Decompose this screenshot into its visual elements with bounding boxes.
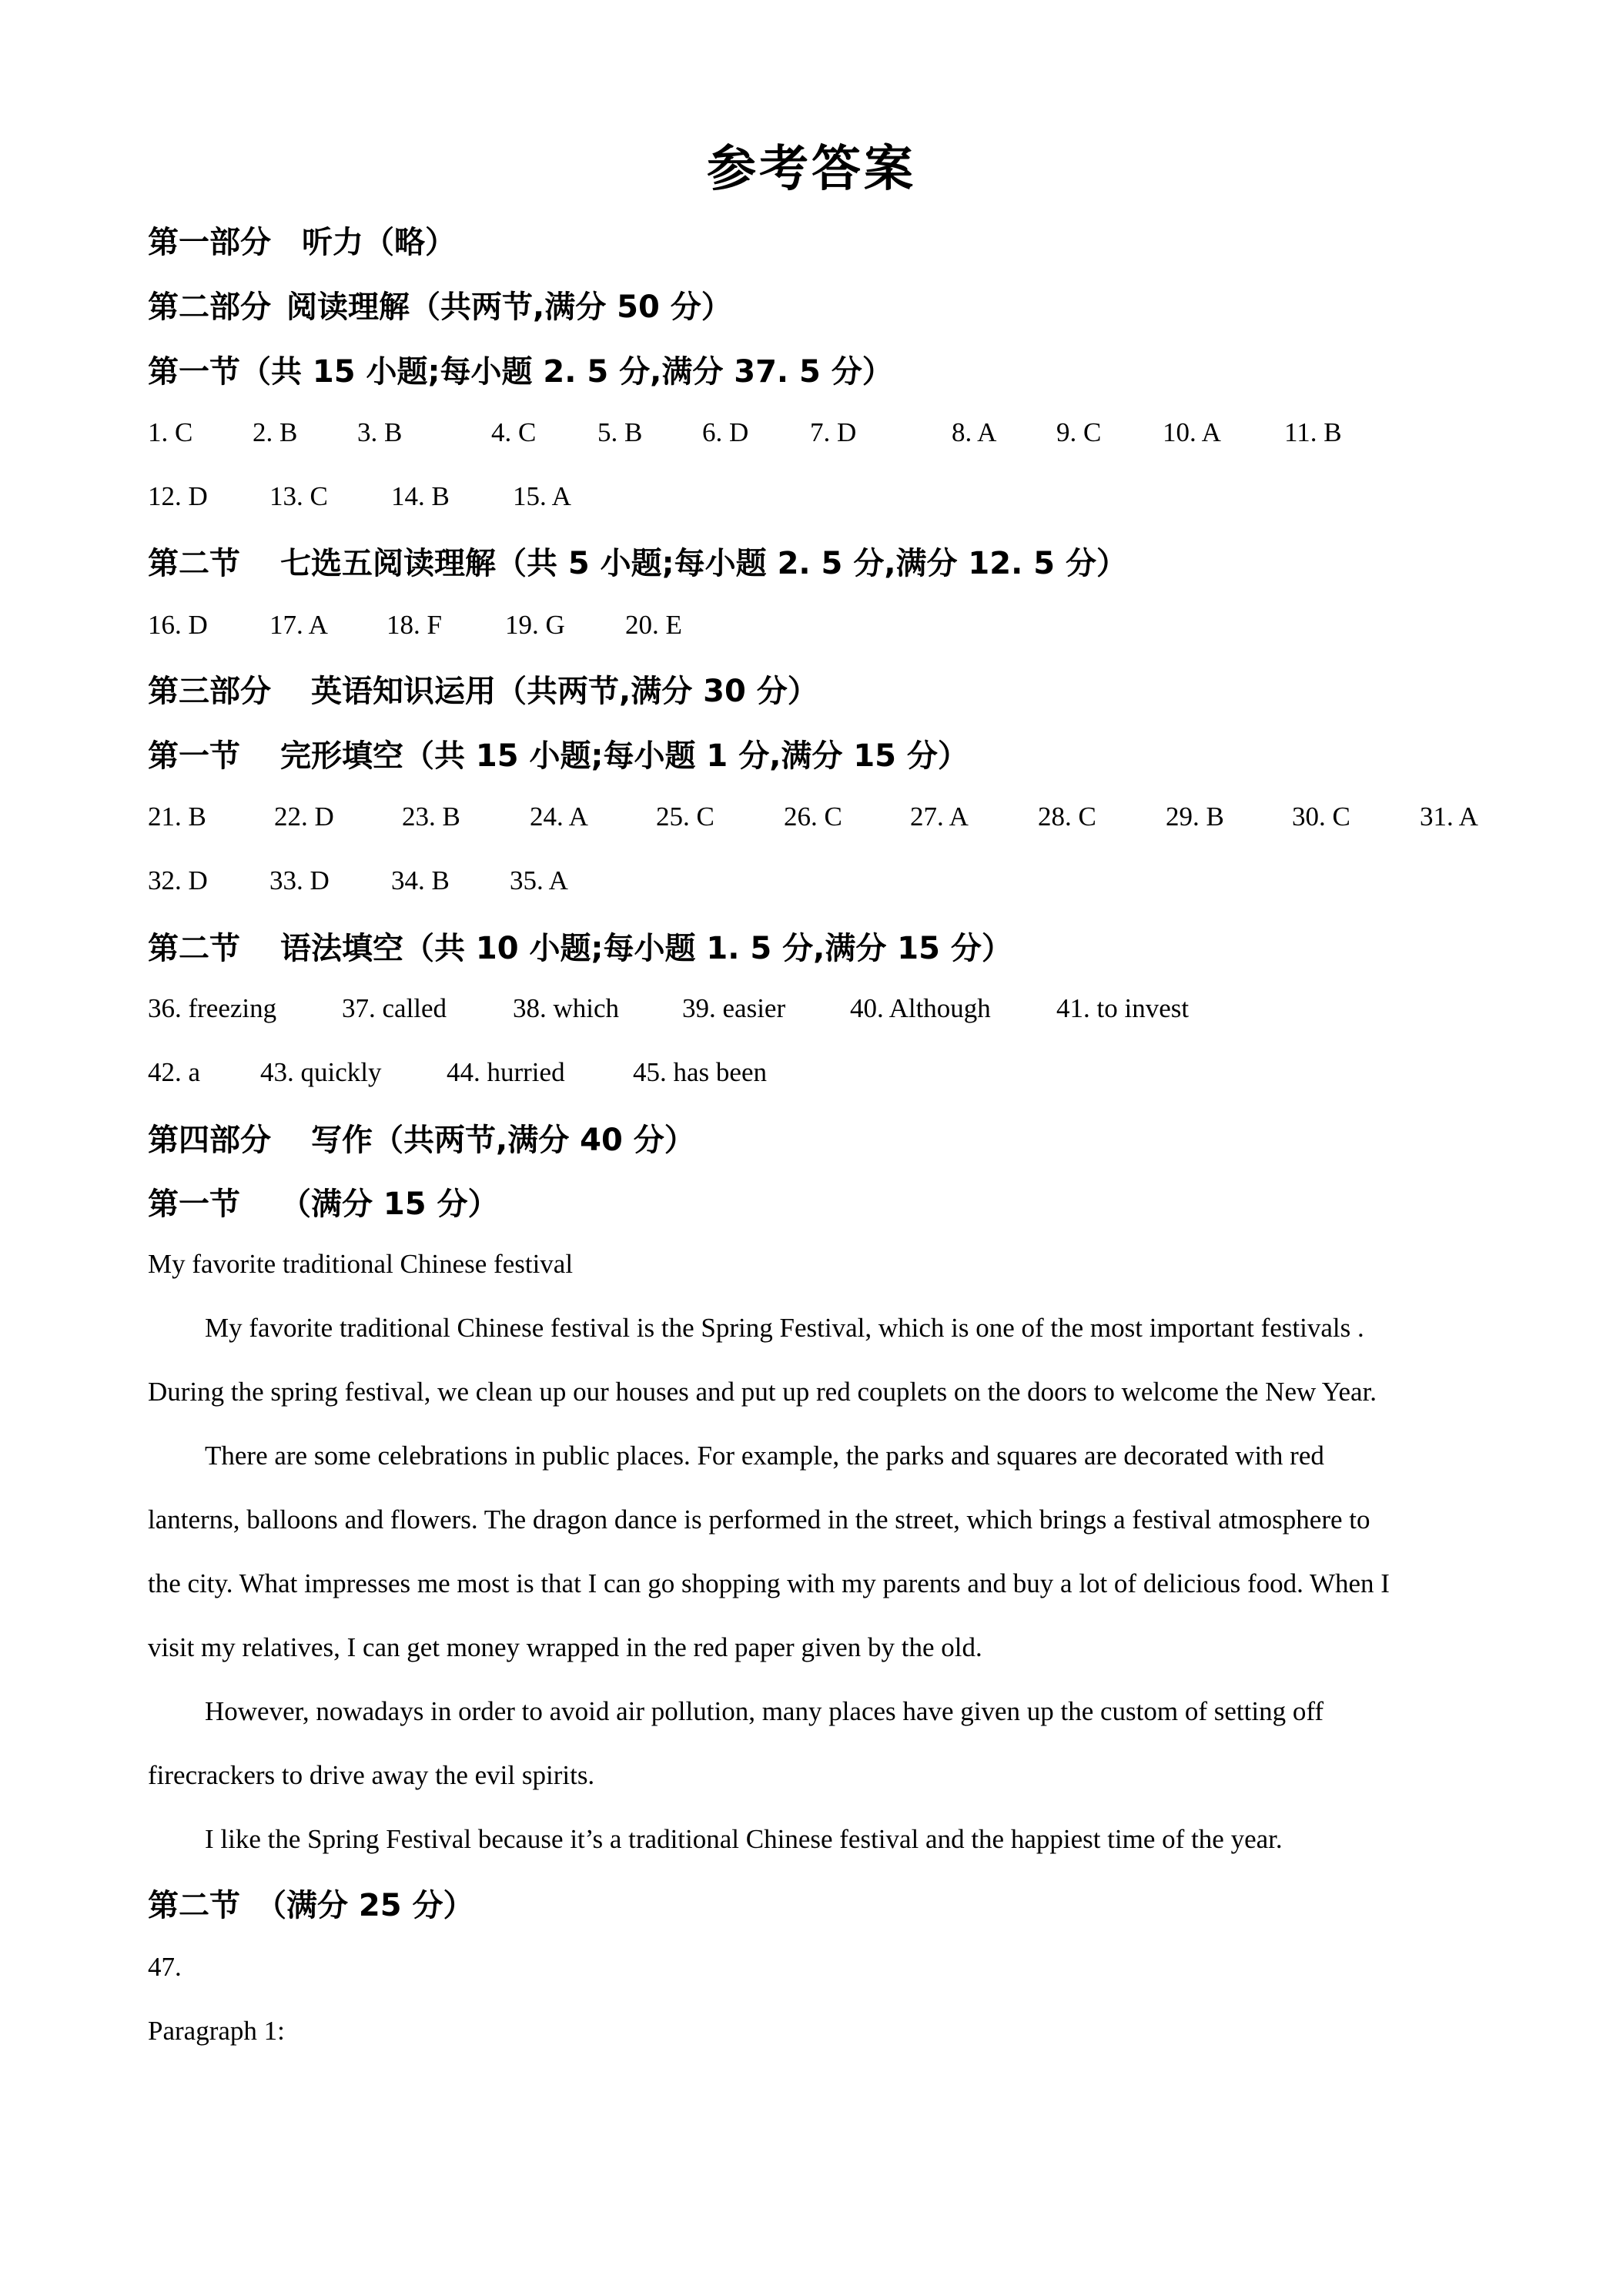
answer-item: 37. called bbox=[342, 993, 447, 1023]
section-2-2-heading bbox=[148, 539, 1127, 583]
answer-item: 16. D bbox=[148, 610, 208, 640]
answer-item: 26. C bbox=[784, 802, 842, 832]
page-title: 参考答案 bbox=[707, 141, 916, 198]
answer-item: 7. D bbox=[810, 417, 857, 447]
section-4-1-label: 第一节 bbox=[148, 1186, 240, 1222]
essay-title: My favorite traditional Chinese festival bbox=[148, 1249, 574, 1279]
section-4-1-heading bbox=[148, 1180, 499, 1223]
section-3-2-heading bbox=[148, 924, 1012, 968]
answer-item: 31. A bbox=[1420, 802, 1478, 832]
answer-item: 28. C bbox=[1038, 802, 1096, 832]
answer-item: 17. A bbox=[269, 610, 328, 640]
part3-label: 第三部分 bbox=[148, 674, 271, 709]
section-4-1-text: （满分 15 分） bbox=[280, 1186, 499, 1222]
essay-line: There are some celebrations in public places. For example, the parks and squares are decorated with red bbox=[205, 1441, 1324, 1471]
answer-item: 15. A bbox=[513, 481, 571, 511]
section-2-1-text: （共 15 小题;每小题 2. 5 分,满分 37. 5 分） bbox=[240, 354, 893, 390]
answer-item: 1. C bbox=[148, 417, 193, 447]
answer-item: 11. B bbox=[1284, 417, 1342, 447]
answer-item: 5. B bbox=[597, 417, 643, 447]
section-3-1-text: 完形填空（共 15 小题;每小题 1 分,满分 15 分） bbox=[280, 738, 969, 774]
section-2-2-label: 第二节 bbox=[148, 546, 240, 581]
part3-heading bbox=[148, 667, 818, 711]
answer-item: 36. freezing bbox=[148, 993, 277, 1023]
essay-line: During the spring festival, we clean up our houses and put up red couplets on the doors to welcome the New Year. bbox=[148, 1377, 1377, 1407]
section-4-2-heading bbox=[148, 1881, 474, 1925]
answer-item: 23. B bbox=[402, 802, 460, 832]
answer-item: 38. which bbox=[513, 993, 620, 1023]
section-4-2-text: （满分 25 分） bbox=[256, 1888, 474, 1923]
answer-item: 12. D bbox=[148, 481, 208, 511]
answer-item: 35. A bbox=[510, 865, 568, 895]
answer-item: 18. F bbox=[387, 610, 442, 640]
essay-line: visit my relatives, I can get money wrapped in the red paper given by the old. bbox=[148, 1632, 982, 1662]
section-3-1-label: 第一节 bbox=[148, 738, 240, 774]
part1-heading: 第一部分 听力（略） bbox=[148, 225, 456, 260]
part2-label: 第二部分 bbox=[148, 290, 271, 325]
answer-item: 9. C bbox=[1056, 417, 1102, 447]
essay-line: firecrackers to drive away the evil spirits. bbox=[148, 1760, 595, 1790]
answer-item: 30. C bbox=[1292, 802, 1350, 832]
answer-item: 33. D bbox=[269, 865, 330, 895]
answer-item: 8. A bbox=[952, 417, 997, 447]
part2-text: 阅读理解（共两节,满分 50 分） bbox=[286, 290, 732, 325]
answer-item: 6. D bbox=[702, 417, 749, 447]
answer-item: 42. a bbox=[148, 1057, 201, 1087]
answer-item: 43. quickly bbox=[260, 1057, 382, 1087]
section-4-2-label: 第二节 bbox=[148, 1888, 240, 1923]
answer-item: 29. B bbox=[1166, 802, 1224, 832]
answer-item: 27. A bbox=[910, 802, 969, 832]
answer-item: 34. B bbox=[391, 865, 450, 895]
answer-item: 41. to invest bbox=[1056, 993, 1190, 1023]
answer-item: 39. easier bbox=[682, 993, 786, 1023]
answer-item: 21. B bbox=[148, 802, 206, 832]
answer-item: 14. B bbox=[391, 481, 450, 511]
essay-line: the city. What impresses me most is that I can go shopping with my parents and buy a lot of delicious food. When I bbox=[148, 1568, 1390, 1598]
paragraph-1-label: Paragraph 1: bbox=[148, 2016, 285, 2046]
answer-item: 22. D bbox=[274, 802, 334, 832]
part4-label: 第四部分 bbox=[148, 1123, 271, 1158]
answer-item: 2. B bbox=[253, 417, 298, 447]
answer-item: 25. C bbox=[656, 802, 714, 832]
section-2-2-text: 七选五阅读理解（共 5 小题;每小题 2. 5 分,满分 12. 5 分） bbox=[280, 546, 1127, 581]
part2-heading bbox=[148, 283, 732, 326]
answer-item: 13. C bbox=[269, 481, 328, 511]
answer-item: 19. G bbox=[505, 610, 565, 640]
answer-item: 20. E bbox=[625, 610, 682, 640]
section-3-2-text: 语法填空（共 10 小题;每小题 1. 5 分,满分 15 分） bbox=[280, 931, 1012, 966]
answer-item: 10. A bbox=[1163, 417, 1221, 447]
essay-line: I like the Spring Festival because it’s a traditional Chinese festival and the happiest time of the year. bbox=[205, 1824, 1283, 1854]
section-3-1-heading bbox=[148, 731, 969, 775]
section-2-1-heading bbox=[148, 347, 893, 391]
question-47-number: 47. bbox=[148, 1952, 182, 1982]
part4-heading bbox=[148, 1116, 695, 1160]
part3-text: 英语知识运用（共两节,满分 30 分） bbox=[311, 674, 818, 709]
part4-text: 写作（共两节,满分 40 分） bbox=[311, 1123, 695, 1158]
answer-item: 3. B bbox=[357, 417, 403, 447]
answer-item: 45. has been bbox=[633, 1057, 767, 1087]
answer-item: 44. hurried bbox=[447, 1057, 565, 1087]
answer-item: 4. C bbox=[491, 417, 537, 447]
answer-item: 24. A bbox=[530, 802, 588, 832]
essay-line: lanterns, balloons and flowers. The dragon dance is performed in the street, which brings a festival atmosphere to bbox=[148, 1504, 1370, 1535]
essay-line: My favorite traditional Chinese festival is the Spring Festival, which is one of the most important festivals . bbox=[205, 1313, 1364, 1343]
section-2-1-label: 第一节 bbox=[148, 354, 240, 390]
essay-line: However, nowadays in order to avoid air pollution, many places have given up the custom of setting off bbox=[205, 1696, 1324, 1726]
answer-item: 32. D bbox=[148, 865, 208, 895]
answer-item: 40. Although bbox=[850, 993, 991, 1023]
section-3-2-label: 第二节 bbox=[148, 931, 240, 966]
